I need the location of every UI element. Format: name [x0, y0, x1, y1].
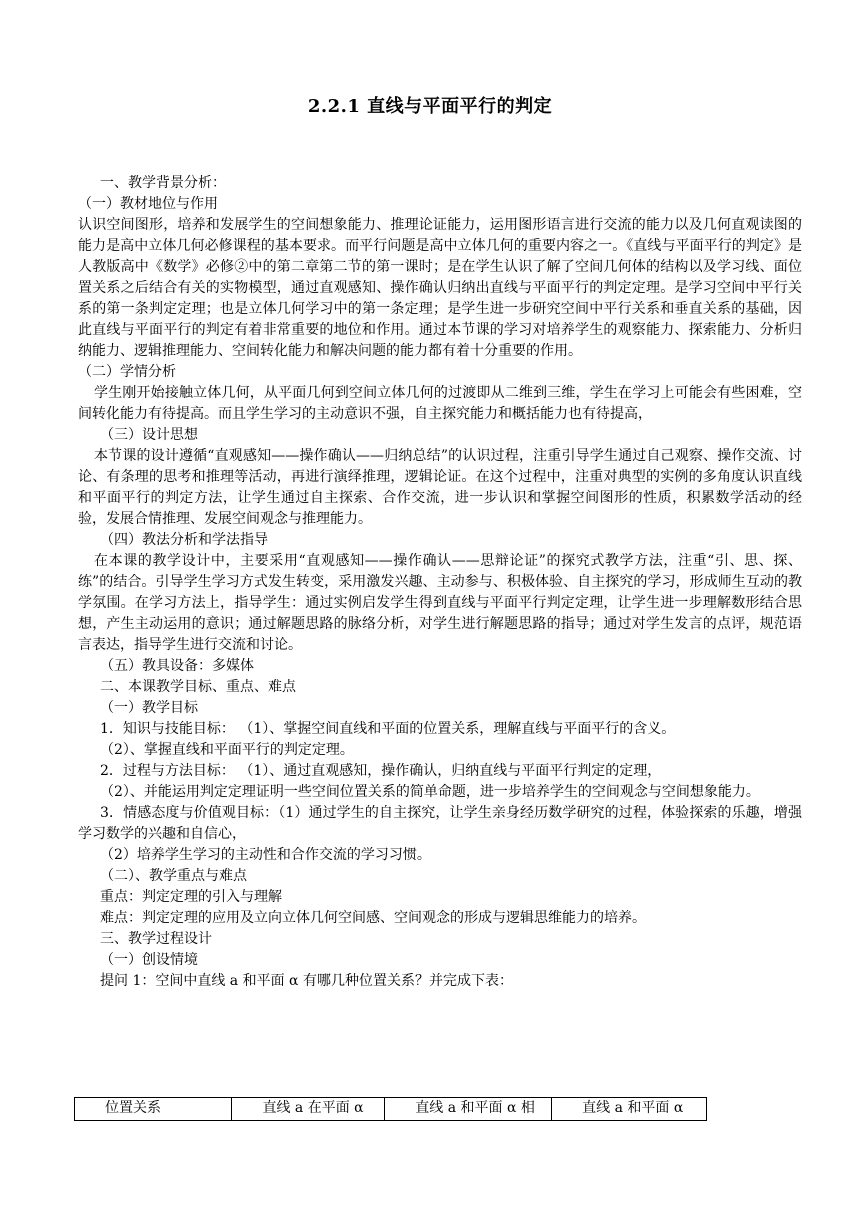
table-header-cell: 位置关系 — [75, 1098, 232, 1121]
difficulty-line: 难点：判定定理的应用及立向立体几何空间感、空间观念的形成与逻辑思维能力的培养。 — [100, 910, 646, 926]
table-row — [75, 1098, 707, 1121]
paragraph: 本节课的设计遵循“直观感知——操作确认——归纳总结”的认识过程，注重引导学生通过自己观察、操作交流、讨论、有条理的思考和推理等活动，再进行演绎推理，逻辑论证。在这个过程中，注重对典型的实例的多角度认识直线和平面平行的判定方法，让学生通过自主探索、合作交流，进一步认识和掌握空间图形的性质，积累数学活动的经验，发展合情推理、发展空间观念与推理能力。 — [78, 448, 802, 527]
table-header-cell: 直线 a 和平面 α — [552, 1098, 707, 1121]
document-title: 2.2.1 直线与平面平行的判定 — [307, 96, 553, 117]
document-body — [78, 173, 802, 992]
section-heading: 二、本课教学目标、重点、难点 — [100, 679, 296, 695]
subsection-heading: （三）设计思想 — [100, 427, 198, 443]
key-point-line: 重点：判定定理的引入与理解 — [100, 889, 282, 905]
objective-line: 1．知识与技能目标： （1）、掌握空间直线和平面的位置关系，理解直线与平面平行的含义。 — [100, 721, 676, 737]
position-relation-table — [74, 1097, 707, 1121]
objective-line: 2．过程与方法目标： （1）、通过直观感知，操作确认，归纳直线与平面平行判定的定理， — [100, 763, 662, 779]
subsection-heading: （一）教材地位与作用 — [78, 196, 218, 212]
objective-line: 3．情感态度与价值观目标：（1）通过学生的自主探究，让学生亲身经历数学研究的过程，体验探索的乐趣，增强学习数学的兴趣和自信心， — [78, 805, 802, 842]
subsection-heading: （一）教学目标 — [100, 700, 198, 716]
paragraph: 认识空间图形，培养和发展学生的空间想象能力、推理论证能力，运用图形语言进行交流的能力以及几何直观读图的能力是高中立体几何必修课程的基本要求。而平行问题是高中立体几何的重要内容之一。《直线与平面平行的判定》是人教版高中《数学》必修②中的第二章第二节的第一课时；是在学生认识了解了空间几何体的结构以及学习线、面位置关系之后结合有关的实物模型，通过直观感知、操作确认归纳出直线与平面平行的判定定理。是学习空间中平行关系的第一条判定定理；也是立体几何学习中的第一条定理；是学生进一步研究空间中平行关系和垂直关系的基础，因此直线与平面平行的判定有着非常重要的地位和作用。通过本节课的学习对培养学生的观察能力、探索能力、分析归纳能力、逻辑推理能力、空间转化能力和解决问题的能力都有着十分重要的作用。 — [78, 217, 802, 359]
objective-line: （2）培养学生学习的主动性和合作交流的学习习惯。 — [100, 847, 431, 863]
objective-line: （2）、并能运用判定定理证明一些空间位置关系的简单命题，进一步培养学生的空间观念与空间想象能力。 — [100, 784, 760, 800]
section-heading: 一、教学背景分析： — [100, 175, 226, 191]
subsection-heading: （五）教具设备：多媒体 — [100, 658, 254, 674]
objective-line: （2）、掌握直线和平面平行的判定定理。 — [100, 742, 354, 758]
section-heading: 三、教学过程设计 — [100, 931, 212, 947]
subsection-heading: （一）创设情境 — [100, 952, 198, 968]
paragraph: 学生刚开始接触立体几何，从平面几何到空间立体几何的过渡即从二维到三维，学生在学习上可能会有些困难，空间转化能力有待提高。而且学生学习的主动意识不强，自主探究能力和概括能力也有待提高， — [78, 385, 802, 422]
subsection-heading: （四）教法分析和学法指导 — [100, 532, 268, 548]
paragraph: 在本课的教学设计中，主要采用“直观感知——操作确认——思辩论证”的探究式教学方法，注重“引、思、探、练”的结合。引导学生学习方式发生转变，采用激发兴趣、主动参与、积极体验、自主探究的学习，形成师生互动的教学氛围。在学习方法上，指导学生：通过实例启发学生得到直线与平面平行判定定理，让学生进一步理解数形结合思想，产生主动运用的意识；通过解题思路的脉络分析，对学生进行解题思路的指导；通过对学生发言的点评，规范语言表达，指导学生进行交流和讨论。 — [78, 553, 802, 653]
question-line: 提问 1：空间中直线 a 和平面 α 有哪几种位置关系？并完成下表： — [100, 973, 513, 989]
table-header-cell: 直线 a 在平面 α — [232, 1098, 385, 1121]
table-header-cell: 直线 a 和平面 α 相 — [385, 1098, 552, 1121]
subsection-heading: （二）学情分析 — [78, 364, 176, 380]
subsection-heading: （二）、教学重点与难点 — [100, 868, 247, 884]
